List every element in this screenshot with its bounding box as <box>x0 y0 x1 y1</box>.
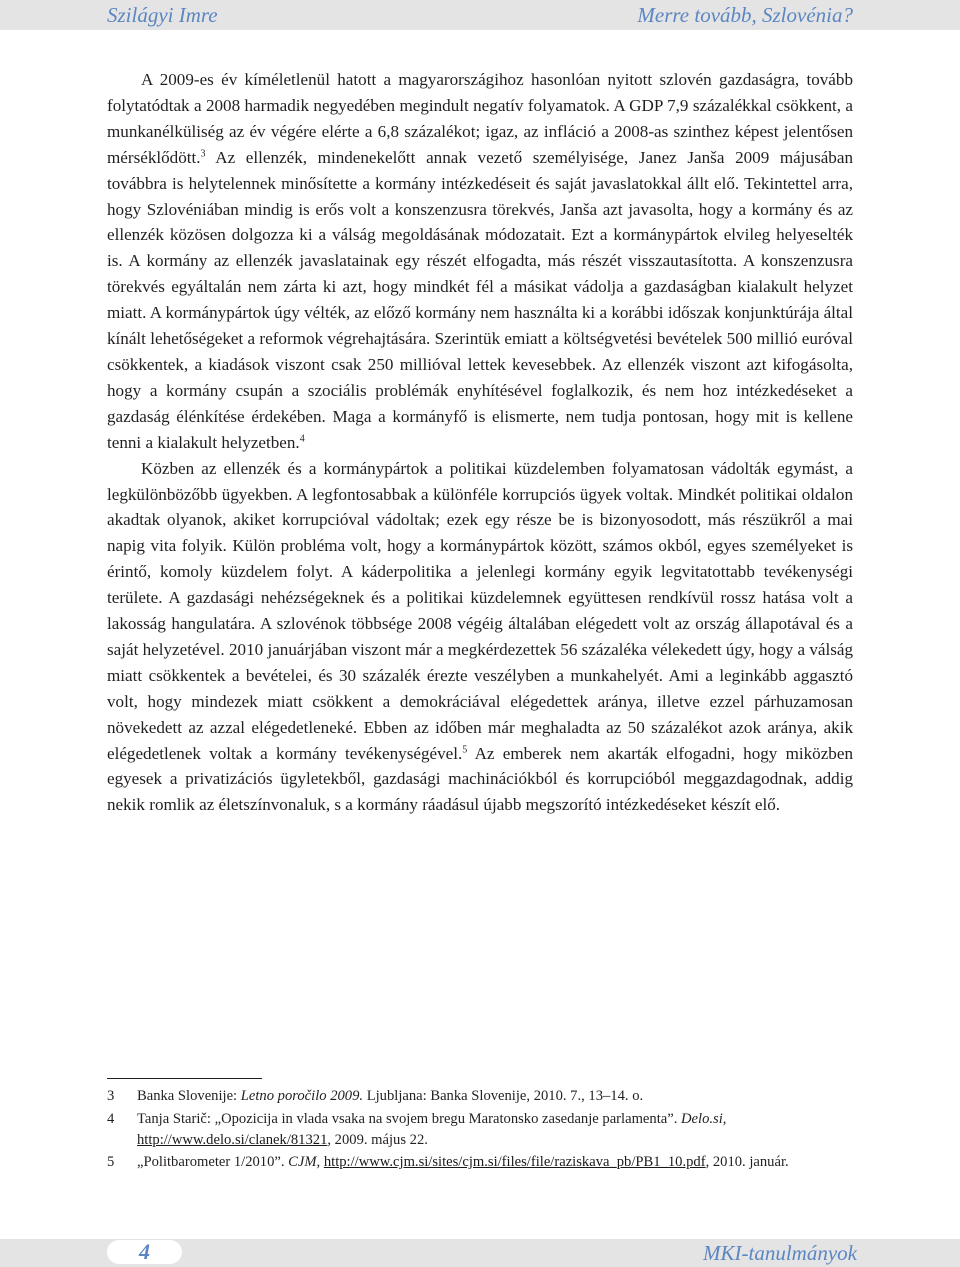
footnote-reference[interactable]: 5 <box>462 743 468 755</box>
footnote-source: CJM, <box>288 1154 321 1170</box>
footnote-link[interactable]: http://www.cjm.si/sites/cjm.si/files/file/raziskava_pb/PB1_10.pdf <box>323 1154 706 1170</box>
body-paragraph <box>107 67 853 456</box>
footnote-item <box>107 1109 860 1151</box>
footnote-author: Tanja Starič: „Opozicija in vlada vsaka na svojem bregu Maratonsko zasedanje parlamenta”. <box>137 1110 682 1127</box>
footnote-title: Letno poročilo 2009. <box>240 1088 364 1104</box>
footnote-number: 4 <box>107 1110 115 1127</box>
article-body <box>107 67 853 818</box>
body-text-segment: A 2009-es év kíméletlenül hatott a magyarországihoz hasonlóan nyitott szlovén gazdaságra, tovább folytatódtak a 2008 harmadik negyedében megindult negatív folyamatok. A GDP 7,9 százalékkal csökkent, a munkanélküliség az év végére elérte a 6,8 százalékot; igaz, az infláció a 2008-as szinthez képest jelentősen mérséklődött. <box>107 70 853 167</box>
footnote-author: Banka Slovenije: <box>137 1088 241 1104</box>
body-paragraph <box>107 456 853 819</box>
footnote-number: 3 <box>107 1088 115 1104</box>
footnote-link[interactable]: http://www.delo.si/clanek/81321 <box>137 1131 328 1148</box>
body-text-segment: Az ellenzék, mindenekelőtt annak vezető személyisége, Janez Janša 2009 májusában továbbra is helytelennek minősítette a kormány intézkedéseit és saját javaslatokkal állt elő. Tekintettel arra, hogy Szlovéniában mindig is erős volt a konszenzusra törekvés, Janša azt javasolta, hogy a kormány és az ellenzék közösen dolgozza ki a válság megoldásának módozatait. Ezt a kormánypártok elvileg helyeselték is. A kormány az ellenzék javaslatainak egy részét elfogadta, más részét visszautasította. A konszenzusra törekvés egyáltalán nem zárta ki azt, hogy mindkét fél a másikat vádolja a gazdaságban kialakult helyzet miatt. A kormánypártok úgy vélték, az előző kormány nem használta ki a korábbi időszak konjunktúrája által kínált lehetőségeket a reformok végrehajtására. Szerintük emiatt a költségvetési bevételek 500 millió euróval csökkentek, a kiadások viszont csak 250 millióval lettek kevesebbek. Az ellenzék viszont azt kifogásolta, hogy a kormány csupán a szociális problémák enyhítésével foglalkozik, és nem hoz intézkedéseket a gazdaság élénkítése érdekében. Maga a kormányfő is elismerte, nem tudja pontosan, hogy mit is kellene tenni a kialakult helyzetben. <box>107 147 853 452</box>
footnote-source: Delo.si, <box>681 1110 727 1127</box>
footnotes <box>107 1086 860 1175</box>
page-number: 4 <box>107 1240 182 1264</box>
footer-journal-name: MKI-tanulmányok <box>703 1241 857 1265</box>
footnote-item <box>107 1086 860 1107</box>
footnote-reference[interactable]: 3 <box>200 148 206 160</box>
header-chapter-title: Merre tovább, Szlovénia? <box>637 3 853 27</box>
header-author: Szilágyi Imre <box>107 3 218 27</box>
footnote-details: , 2009. május 22. <box>327 1131 428 1148</box>
footnote-reference[interactable]: 4 <box>299 433 305 444</box>
footnote-separator <box>107 1078 262 1079</box>
footnote-details: Ljubljana: Banka Slovenije, 2010. 7., 13–14. o. <box>363 1088 644 1104</box>
footnote-author: „Politbarometer 1/2010”. <box>137 1154 289 1170</box>
footnote-number: 5 <box>107 1154 115 1170</box>
body-text-segment: Az emberek nem akarták elfogadni, hogy miközben egyesek a privatizációs ügyletekből, gazdasági machinációkból és korrupcióból meggazdagodnak, addig nekik romlik az életszínvonaluk, s a kormány ráadásul újabb megszorító intézkedéseket készít elő. <box>107 743 853 815</box>
body-text-segment: Közben az ellenzék és a kormánypártok a politikai küzdelemben folyamatosan vádolták egymást, a legkülönbözőbb ügyekben. A legfontosabbak a különféle korrupciós ügyek voltak. Mindkét politikai oldalon akadtak olyanok, akiket korrupcióval vádoltak; ezek egy része be is bizonyosodott, más részükről a mai napig vita folyik. Külön probléma volt, hogy a kormánypártok között, számos okból, egyes személyeket is érintő, komoly küzdelem folyt. A káderpolitika a jelenlegi kormány egyik legvitatottabb tevékenységi területe. A gazdasági nehézségeknek és a politikai küzdelemnek együttesen rendkívül rossz hatása volt a lakosság hangulatára. A szlovénok többsége 2008 végéig általában elégedett volt az ország állapotával és a saját helyzetével. 2010 januárjában viszont már a megkérdezettek 56 százaléka vélekedett úgy, hogy a válság miatt csökkentek a bevételei, és 30 százalék érezte veszélyben a munkahelyét. Ami a leginkább aggasztó volt, hogy mindezek miatt csökkent a demokráciával elégedettek aránya, illetve ezzel párhuzamosan növekedett az azzal elégedetleneké. Ebben az időben már meghaladta az 50 százalékot azok aránya, akik elégedetlenek voltak a kormány tevékenységével. <box>107 458 853 763</box>
footnote-item <box>107 1152 860 1173</box>
footnote-details: , 2010. január. <box>705 1154 789 1170</box>
